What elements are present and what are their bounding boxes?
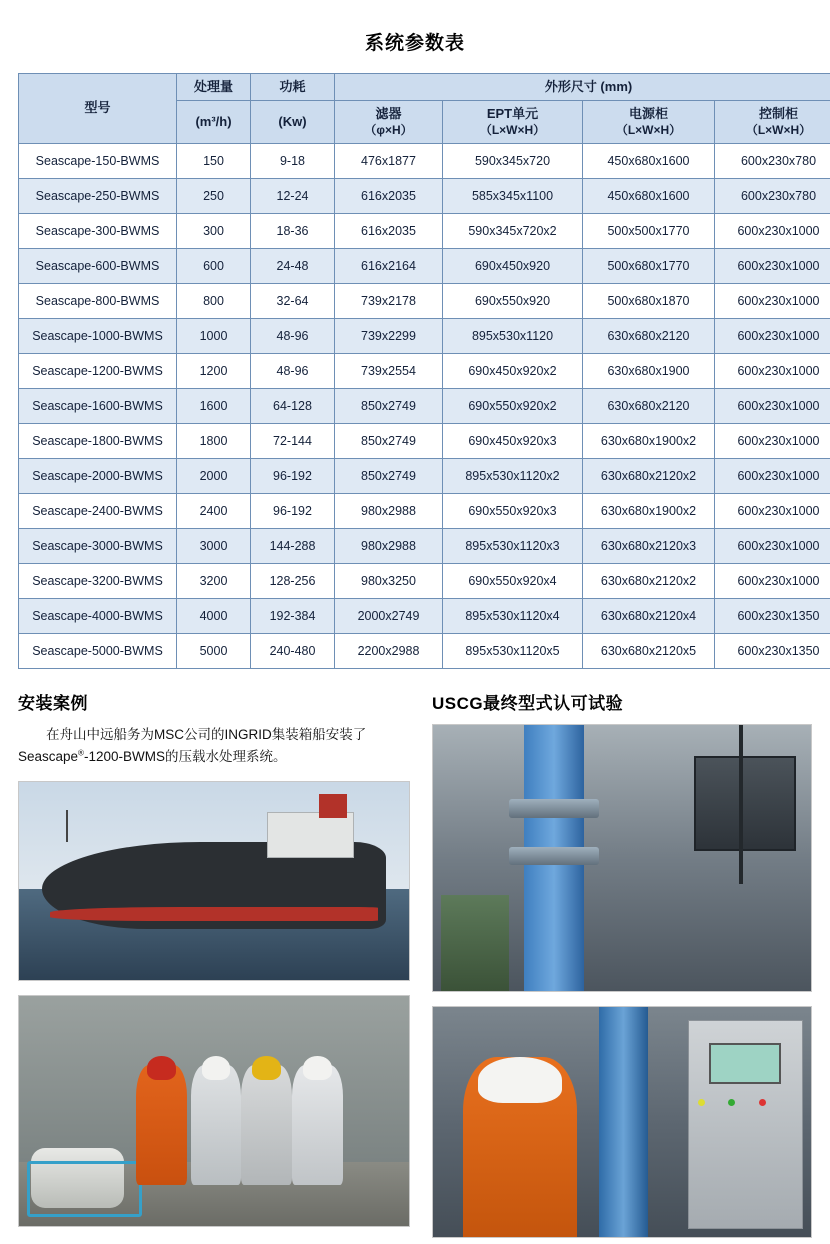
cell-power_cabinet: 500x680x1870 [583, 283, 715, 318]
cell-control_cabinet: 600x230x1000 [715, 563, 830, 598]
cell-flow: 250 [177, 178, 251, 213]
pipe-flange-lower [509, 847, 600, 866]
cell-power_cabinet: 630x680x2120x3 [583, 528, 715, 563]
cell-ept: 690x550x920x3 [443, 493, 583, 528]
cell-power: 24-48 [251, 248, 335, 283]
col-header-ept-label: EPT单元 [486, 106, 539, 122]
col-header-power-unit: (Kw) [251, 101, 335, 143]
cell-ept: 585x345x1100 [443, 178, 583, 213]
install-case-section [18, 689, 410, 1238]
cell-power: 192-384 [251, 598, 335, 633]
cell-flow: 1600 [177, 388, 251, 423]
crew-member-2 [191, 1065, 242, 1185]
ship-hull-stripe [50, 907, 378, 921]
cell-power_cabinet: 630x680x2120x2 [583, 458, 715, 493]
table-row [19, 178, 830, 213]
pipe-flange-upper [509, 799, 600, 818]
cell-model: Seascape-2000-BWMS [19, 458, 177, 493]
engine-room-crew-photo [18, 995, 410, 1227]
cell-power: 18-36 [251, 213, 335, 248]
hanging-cable [739, 725, 743, 885]
crew-member-4 [292, 1065, 343, 1185]
cell-power: 128-256 [251, 563, 335, 598]
col-header-model: 型号 [19, 74, 177, 144]
cell-model: Seascape-150-BWMS [19, 143, 177, 178]
cell-model: Seascape-3200-BWMS [19, 563, 177, 598]
col-header-flow-unit: (m³/h) [177, 101, 251, 143]
cell-filter: 616x2035 [335, 178, 443, 213]
cell-flow: 2000 [177, 458, 251, 493]
uscg-test-equipment-photo [432, 724, 812, 992]
cell-control_cabinet: 600x230x1000 [715, 423, 830, 458]
cell-ept: 690x450x920 [443, 248, 583, 283]
cell-model: Seascape-600-BWMS [19, 248, 177, 283]
ship-funnel [319, 794, 346, 818]
cell-ept: 690x450x920x3 [443, 423, 583, 458]
col-header-control-cabinet-unit: （L×W×H） [745, 122, 812, 137]
cell-control_cabinet: 600x230x1000 [715, 213, 830, 248]
cell-control_cabinet: 600x230x1000 [715, 458, 830, 493]
cell-flow: 5000 [177, 633, 251, 668]
cell-power_cabinet: 630x680x1900 [583, 353, 715, 388]
cell-filter: 739x2554 [335, 353, 443, 388]
cell-filter: 980x2988 [335, 528, 443, 563]
cell-control_cabinet: 600x230x1000 [715, 528, 830, 563]
col-header-control-cabinet [715, 101, 830, 143]
table-row [19, 598, 830, 633]
table-row [19, 213, 830, 248]
cell-filter: 850x2749 [335, 423, 443, 458]
cell-filter: 980x2988 [335, 493, 443, 528]
lower-content [18, 689, 812, 1238]
cell-control_cabinet: 600x230x1000 [715, 493, 830, 528]
cell-power: 96-192 [251, 458, 335, 493]
cell-power_cabinet: 450x680x1600 [583, 143, 715, 178]
cell-power: 32-64 [251, 283, 335, 318]
table-row [19, 283, 830, 318]
cell-model: Seascape-1800-BWMS [19, 423, 177, 458]
cell-filter: 739x2299 [335, 318, 443, 353]
col-header-power-cabinet-label: 电源柜 [628, 106, 668, 122]
cell-control_cabinet: 600x230x1000 [715, 283, 830, 318]
crew-member-3 [241, 1065, 292, 1185]
col-header-dimensions-group: 外形尺寸 (mm) [335, 74, 830, 101]
install-case-text-part1: 在舟山中远船务为MSC公司的INGRID集装箱船安装了Seascape [18, 726, 367, 765]
table-row [19, 458, 830, 493]
col-header-filter [335, 101, 443, 143]
col-header-power-cabinet [583, 101, 715, 143]
cell-power_cabinet: 630x680x1900x2 [583, 423, 715, 458]
cell-model: Seascape-800-BWMS [19, 283, 177, 318]
col-header-power-label: 功耗 [279, 79, 306, 94]
cell-power: 48-96 [251, 318, 335, 353]
helmet-white-operator-icon [478, 1057, 561, 1103]
cell-power_cabinet: 630x680x2120 [583, 388, 715, 423]
cell-power_cabinet: 630x680x1900x2 [583, 493, 715, 528]
cell-power: 48-96 [251, 353, 335, 388]
cell-flow: 1200 [177, 353, 251, 388]
cell-flow: 4000 [177, 598, 251, 633]
cell-control_cabinet: 600x230x1000 [715, 318, 830, 353]
uscg-section [432, 689, 812, 1238]
cell-power: 240-480 [251, 633, 335, 668]
cell-model: Seascape-3000-BWMS [19, 528, 177, 563]
blue-rail [27, 1161, 142, 1218]
table-row [19, 353, 830, 388]
cell-ept: 690x550x920x2 [443, 388, 583, 423]
cell-power: 72-144 [251, 423, 335, 458]
cell-power_cabinet: 630x680x2120 [583, 318, 715, 353]
cell-model: Seascape-1200-BWMS [19, 353, 177, 388]
cell-ept: 690x550x920x4 [443, 563, 583, 598]
cell-power: 144-288 [251, 528, 335, 563]
cell-ept: 590x345x720 [443, 143, 583, 178]
cell-filter: 850x2749 [335, 458, 443, 493]
cell-power: 9-18 [251, 143, 335, 178]
col-header-ept [443, 101, 583, 143]
cell-power_cabinet: 630x680x2120x4 [583, 598, 715, 633]
cell-filter: 739x2178 [335, 283, 443, 318]
cell-control_cabinet: 600x230x1000 [715, 248, 830, 283]
cell-model: Seascape-1000-BWMS [19, 318, 177, 353]
cell-ept: 690x450x920x2 [443, 353, 583, 388]
cell-ept: 895x530x1120x5 [443, 633, 583, 668]
cell-ept: 895x530x1120x4 [443, 598, 583, 633]
helmet-red-icon [147, 1056, 175, 1080]
cell-control_cabinet: 600x230x1000 [715, 388, 830, 423]
indicator-led-red [759, 1099, 766, 1106]
helmet-white-2-icon [303, 1056, 331, 1080]
col-header-filter-unit: （φ×H） [364, 122, 413, 137]
uscg-operator-control-panel-photo [432, 1006, 812, 1238]
table-header [19, 74, 830, 144]
install-case-heading: 安装案例 [18, 693, 88, 713]
crew-member-1 [136, 1065, 187, 1185]
hmi-screen [709, 1043, 781, 1084]
cell-model: Seascape-5000-BWMS [19, 633, 177, 668]
table-row [19, 493, 830, 528]
cell-filter: 980x3250 [335, 563, 443, 598]
cell-flow: 600 [177, 248, 251, 283]
cell-ept: 895x530x1120 [443, 318, 583, 353]
cell-ept: 895x530x1120x3 [443, 528, 583, 563]
col-header-flow-label: 处理量 [193, 79, 233, 94]
table-row [19, 318, 830, 353]
ship-mast [66, 810, 68, 842]
system-parameters-table [18, 73, 830, 669]
table-row [19, 388, 830, 423]
install-case-text-part2: -1200-BWMS的压载水处理系统。 [83, 749, 287, 765]
page-title: 系统参数表 [364, 33, 465, 54]
container-ship-photo [18, 781, 410, 981]
table-header-row-1 [19, 74, 830, 101]
registered-mark: ® [78, 748, 84, 758]
cell-model: Seascape-4000-BWMS [19, 598, 177, 633]
cell-flow: 800 [177, 283, 251, 318]
table-body [19, 143, 830, 668]
cell-power_cabinet: 630x680x2120x2 [583, 563, 715, 598]
cell-control_cabinet: 600x230x780 [715, 178, 830, 213]
cell-filter: 616x2164 [335, 248, 443, 283]
table-row [19, 563, 830, 598]
equipment-panel [694, 756, 796, 850]
cell-model: Seascape-300-BWMS [19, 213, 177, 248]
cell-filter: 2200x2988 [335, 633, 443, 668]
table-row [19, 528, 830, 563]
indicator-led-green [728, 1099, 735, 1106]
cell-control_cabinet: 600x230x1000 [715, 353, 830, 388]
cell-power: 64-128 [251, 388, 335, 423]
blue-pipe-2 [599, 1007, 648, 1237]
ship-superstructure [267, 812, 355, 858]
cell-flow: 3200 [177, 563, 251, 598]
col-header-control-cabinet-label: 控制柜 [759, 106, 799, 122]
col-header-power-cabinet-unit: （L×W×H） [615, 122, 682, 137]
cell-flow: 2400 [177, 493, 251, 528]
cell-power_cabinet: 500x500x1770 [583, 213, 715, 248]
cell-control_cabinet: 600x230x1350 [715, 633, 830, 668]
cell-flow: 150 [177, 143, 251, 178]
cell-control_cabinet: 600x230x1350 [715, 598, 830, 633]
helmet-yellow-icon [252, 1056, 280, 1080]
cell-ept: 690x550x920 [443, 283, 583, 318]
cell-flow: 1800 [177, 423, 251, 458]
col-header-ept-unit: （L×W×H） [479, 122, 546, 137]
cell-flow: 1000 [177, 318, 251, 353]
cell-power_cabinet: 450x680x1600 [583, 178, 715, 213]
cell-power_cabinet: 500x680x1770 [583, 248, 715, 283]
cell-filter: 616x2035 [335, 213, 443, 248]
cell-filter: 850x2749 [335, 388, 443, 423]
cell-flow: 3000 [177, 528, 251, 563]
table-row [19, 248, 830, 283]
col-header-filter-label: 滤器 [375, 106, 402, 122]
install-case-paragraph [18, 724, 410, 770]
cell-filter: 2000x2749 [335, 598, 443, 633]
cell-filter: 476x1877 [335, 143, 443, 178]
cell-model: Seascape-1600-BWMS [19, 388, 177, 423]
helmet-white-icon [202, 1056, 230, 1080]
col-header-flow [177, 74, 251, 101]
table-row [19, 143, 830, 178]
cell-model: Seascape-250-BWMS [19, 178, 177, 213]
cell-model: Seascape-2400-BWMS [19, 493, 177, 528]
cell-ept: 895x530x1120x2 [443, 458, 583, 493]
cell-flow: 300 [177, 213, 251, 248]
cell-power_cabinet: 630x680x2120x5 [583, 633, 715, 668]
cell-control_cabinet: 600x230x780 [715, 143, 830, 178]
table-row [19, 423, 830, 458]
green-equipment [441, 895, 509, 991]
indicator-led-yellow [698, 1099, 705, 1106]
table-row [19, 633, 830, 668]
uscg-heading: USCG最终型式认可试验 [432, 693, 624, 713]
col-header-power [251, 74, 335, 101]
cell-ept: 590x345x720x2 [443, 213, 583, 248]
cell-power: 12-24 [251, 178, 335, 213]
cell-power: 96-192 [251, 493, 335, 528]
